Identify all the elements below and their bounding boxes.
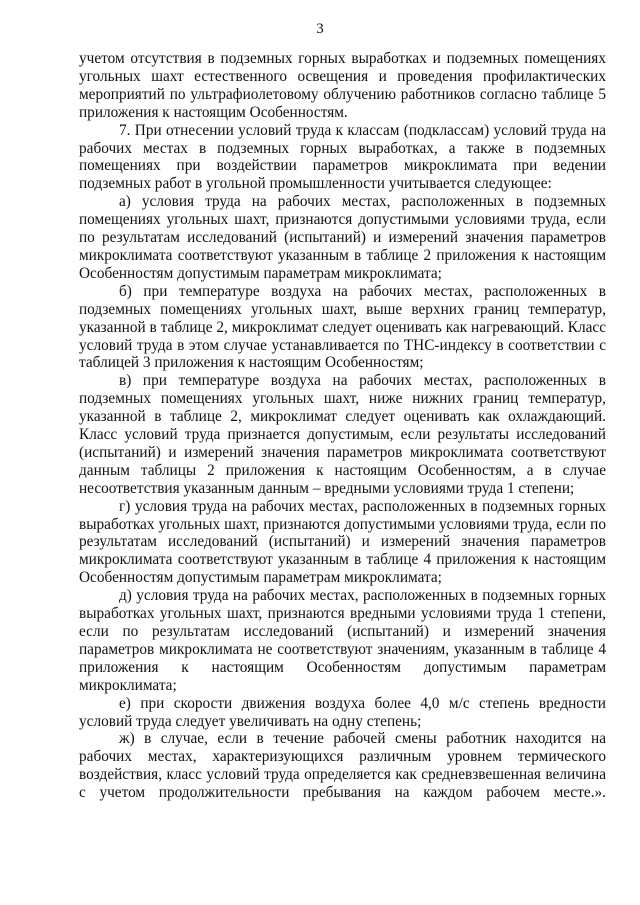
paragraph-clause-7: 7. При отнесении условий труда к классам (подклассам) условий труда на рабочих местах в подземных горных выработках, а также в подземных помещениях при воздействии параметров микроклимата при ведении подземных работ в угольной промышленности учитывается следующее: [79,121,606,193]
paragraph-item-a: а) условия труда на рабочих местах, расположенных в подземных помещениях угольных шахт, признаются допустимыми условиями труда, если по результатам исследований (испытаний) и измерений значения параметров микроклимата соответствуют указанным в таблице 2 приложения к настоящим Особенностям допустимым параметрам микроклимата; [79,193,606,282]
paragraph-item-g: г) условия труда на рабочих местах, расположенных в подземных горных выработках угольных шахт, признаются допустимыми условиями труда, если по результатам исследований (испытаний) и измерений значения параметров микроклимата соответствуют указанным в таблице 4 приложения к настоящим Особенностям допустимым параметрам микроклимата; [79,497,606,587]
paragraph-item-d: д) условия труда на рабочих местах, расположенных в подземных горных выработках угольных шахт, признаются вредными условиями труда 1 степени, если по результатам исследований (испытаний) и измерений значения параметров микроклимата не соответствуют значениям, указанным в таблице 4 приложения к настоящим Особенностям допустимым параметрам микроклимата; [79,587,606,694]
page-number: 3 [316,21,324,37]
document-body [79,50,606,802]
paragraph-continuation: учетом отсутствия в подземных горных выработках и подземных помещениях угольных шахт естественного освещения и проведения профилактических мероприятий по ультрафиолетовому облучению работников согласно таблице 5 приложения к настоящим Особенностям. [79,50,606,121]
paragraph-item-zh: ж) в случае, если в течение рабочей смены работник находится на рабочих местах, характеризующихся различным уровнем термического воздействия, класс условий труда определяется как средневзвешенная величина с учетом продолжительности пребывания на каждом рабочем месте.». [79,730,606,802]
paragraph-item-v: в) при температуре воздуха на рабочих местах, расположенных в подземных помещениях угольных шахт, ниже нижних границ температур, указанной в таблице 2, микроклимат следует оценивать как охлаждающий. Класс условий труда признается допустимым, если результаты исследований (испытаний) и измерений значения параметров микроклимата соответствуют данным таблицы 2 приложения к настоящим Особенностям, а в случае несоответствия указанным данным – вредными условиями труда 1 степени; [79,372,606,497]
paragraph-item-b: б) при температуре воздуха на рабочих местах, расположенных в подземных помещениях угольных шахт, выше верхних границ температур, указанной в таблице 2, микроклимат следует оценивать как нагревающий. Класс условий труда в этом случае устанавливается по ТНС-индексу в соответствии с таблицей 3 приложения к настоящим Особенностям; [79,282,606,372]
paragraph-item-e: е) при скорости движения воздуха более 4,0 м/с степень вредности условий труда следует увеличивать на одну степень; [79,694,606,730]
